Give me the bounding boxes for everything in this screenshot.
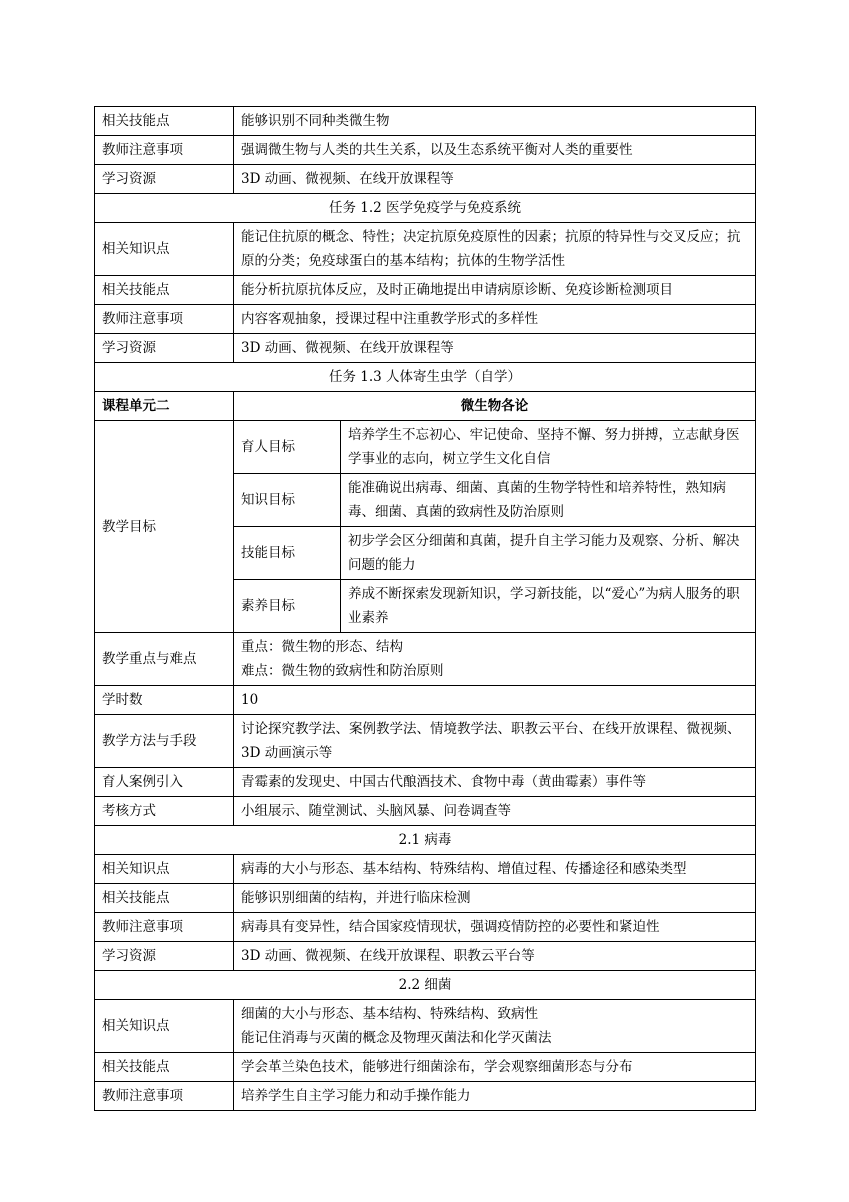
row-value: 病毒具有变异性，结合国家疫情现状，强调疫情防控的必要性和紧迫性 [234,913,756,942]
row-label: 教师注意事项 [95,913,234,942]
row-label: 学习资源 [95,334,234,363]
row-value: 青霉素的发现史、中国古代酿酒技术、食物中毒（黄曲霉素）事件等 [234,768,756,797]
objective-name: 知识目标 [234,474,341,527]
knowledge-line: 能记住消毒与灭菌的概念及物理灭菌法和化学灭菌法 [241,1030,552,1046]
row-label: 相关技能点 [95,884,234,913]
table-row [95,165,756,194]
table-row [95,797,756,826]
unit-title: 微生物各论 [234,392,756,421]
row-value: 能够识别不同种类微生物 [234,107,756,136]
row-label: 相关技能点 [95,1053,234,1082]
section-header-row [95,194,756,223]
section-header-row [95,971,756,1000]
row-value: 病毒的大小与形态、基本结构、特殊结构、增值过程、传播途径和感染类型 [234,855,756,884]
row-value: 能分析抗原抗体反应，及时正确地提出申请病原诊断、免疫诊断检测项目 [234,276,756,305]
unit-header-row [95,392,756,421]
row-value: 3D 动画、微视频、在线开放课程等 [234,334,756,363]
table-row [95,633,756,686]
objective-text: 养成不断探索发现新知识，学习新技能，以“爱心”为病人服务的职业素养 [341,580,756,633]
row-value: 讨论探究教学法、案例教学法、情境教学法、职教云平台、在线开放课程、微视频、3D 动画演示等 [234,715,756,768]
row-value: 10 [234,686,756,715]
objective-text: 初步学会区分细菌和真菌，提升自主学习能力及观察、分析、解决问题的能力 [341,527,756,580]
table-row [95,1082,756,1111]
row-label: 教师注意事项 [95,305,234,334]
objective-name: 技能目标 [234,527,341,580]
difficult-point: 难点：微生物的致病性和防治原则 [241,663,444,679]
row-value: 能记住抗原的概念、特性；决定抗原免疫原性的因素；抗原的特异性与交叉反应；抗原的分类；免疫球蛋白的基本结构；抗体的生物学活性 [234,223,756,276]
objective-name: 育人目标 [234,421,341,474]
objective-name: 素养目标 [234,580,341,633]
knowledge-line: 细菌的大小与形态、基本结构、特殊结构、致病性 [241,1006,538,1022]
row-value: 能够识别细菌的结构，并进行临床检测 [234,884,756,913]
row-label: 教师注意事项 [95,1082,234,1111]
row-label: 相关技能点 [95,276,234,305]
row-label: 相关知识点 [95,855,234,884]
row-label: 相关技能点 [95,107,234,136]
row-label: 教学方法与手段 [95,715,234,768]
table-row [95,855,756,884]
table-row [95,421,756,474]
table-row [95,913,756,942]
syllabus-table [94,106,756,1111]
unit-label: 课程单元二 [95,392,234,421]
section-header-row [95,826,756,855]
row-label: 相关知识点 [95,1000,234,1053]
row-label: 教学重点与难点 [95,633,234,686]
row-value [234,633,756,686]
row-label: 学时数 [95,686,234,715]
table-row [95,136,756,165]
table-row [95,768,756,797]
table-row [95,942,756,971]
table-row [95,223,756,276]
row-value: 内容客观抽象，授课过程中注重教学形式的多样性 [234,305,756,334]
section-2-1-title: 2.1 病毒 [95,826,756,855]
table-row [95,686,756,715]
key-point: 重点：微生物的形态、结构 [241,639,403,655]
objective-text: 培养学生不忘初心、牢记使命、坚持不懈、努力拼搏，立志献身医学事业的志向，树立学生文化自信 [341,421,756,474]
table-row [95,107,756,136]
objective-text: 能准确说出病毒、细菌、真菌的生物学特性和培养特性，熟知病毒、细菌、真菌的致病性及防治原则 [341,474,756,527]
row-label: 学习资源 [95,942,234,971]
table-row [95,305,756,334]
section-2-2-title: 2.2 细菌 [95,971,756,1000]
table-row [95,334,756,363]
table-row [95,715,756,768]
row-label: 教师注意事项 [95,136,234,165]
row-label: 育人案例引入 [95,768,234,797]
row-label: 相关知识点 [95,223,234,276]
row-value: 培养学生自主学习能力和动手操作能力 [234,1082,756,1111]
row-value: 学会革兰染色技术，能够进行细菌涂布，学会观察细菌形态与分布 [234,1053,756,1082]
row-value: 3D 动画、微视频、在线开放课程、职教云平台等 [234,942,756,971]
table-row [95,1053,756,1082]
syllabus-sheet [94,106,755,1111]
objectives-label: 教学目标 [95,421,234,633]
task-1-3-title: 任务 1.3 人体寄生虫学（自学） [95,363,756,392]
section-header-row [95,363,756,392]
row-label: 学习资源 [95,165,234,194]
row-value: 3D 动画、微视频、在线开放课程等 [234,165,756,194]
row-value [234,1000,756,1053]
row-value: 小组展示、随堂测试、头脑风暴、问卷调查等 [234,797,756,826]
table-row [95,1000,756,1053]
task-1-2-title: 任务 1.2 医学免疫学与免疫系统 [95,194,756,223]
row-value: 强调微生物与人类的共生关系，以及生态系统平衡对人类的重要性 [234,136,756,165]
row-label: 考核方式 [95,797,234,826]
table-row [95,276,756,305]
table-row [95,884,756,913]
